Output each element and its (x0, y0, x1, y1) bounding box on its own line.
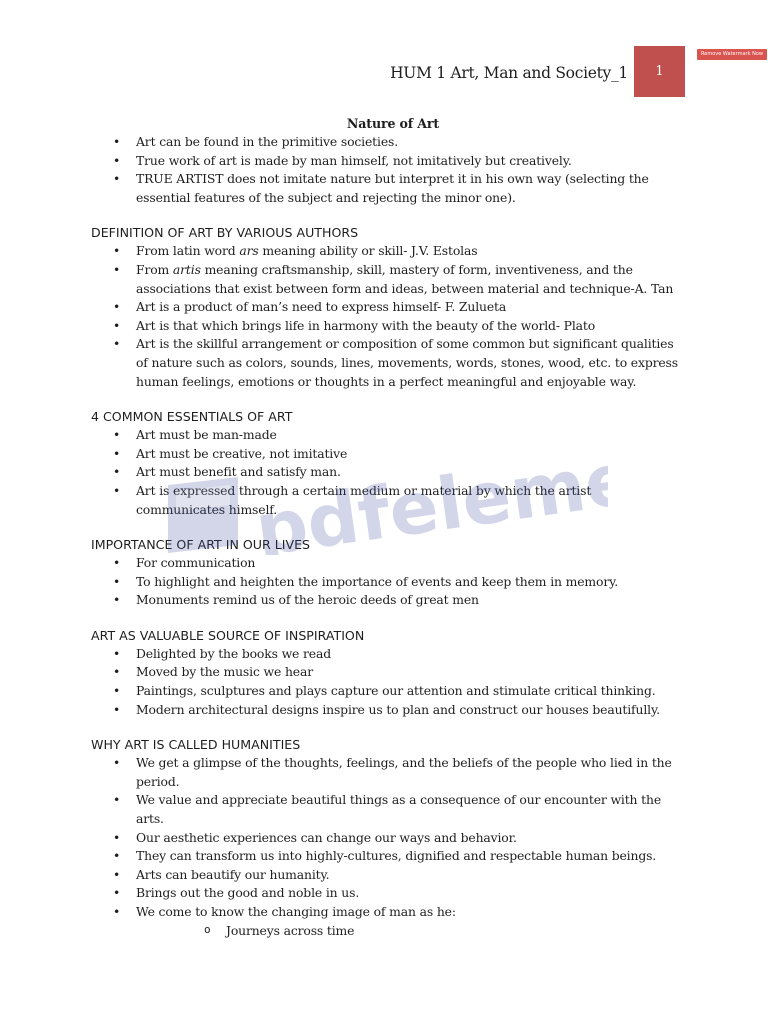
list-item-text: Art is expressed through a certain medium or material by which the artist communicates himself. (136, 482, 592, 517)
list-item-text: Moved by the music we hear (136, 664, 313, 680)
list-item: • True work of art is made by man himself, not imitatively but creatively. (91, 152, 681, 171)
list-item-text: Art must be man-made (136, 427, 277, 443)
list-item-text: Art must benefit and satisfy man. (136, 464, 341, 480)
list-item (91, 682, 681, 701)
list-item (91, 335, 681, 391)
list-item-text: We value and appreciate beautiful things as a consequence of our encounter with the arts. (136, 792, 662, 827)
section-list (91, 554, 681, 610)
list-item-text: Monuments remind us of the heroic deeds of great men (136, 592, 479, 608)
header-title: HUM 1 Art, Man and Society_1 (390, 64, 628, 82)
watermark-text: pdfelement (250, 445, 608, 555)
list-item (91, 663, 681, 682)
list-item-text: Art is the skillful arrangement or composition of some common but significant qualities of nature such as colors, sounds, lines, movements, words, stones, wood, etc. to express human feelings, emotions or thoughts in a perfect meaningful and enjoyable way. (136, 336, 678, 389)
sub-list (136, 922, 681, 941)
page-number-badge (634, 46, 685, 97)
list-item (91, 445, 681, 464)
list-item-text: Delighted by the books we read (136, 645, 331, 661)
list-item-text: Art is that which brings life in harmony with the beauty of the world- Plato (136, 317, 596, 333)
list-item-text-cont: meaning craftsmanship, skill, mastery of form, inventiveness, and the associations that exist between form and ideas, between material and technique-A. Tan (136, 261, 674, 296)
list-item-text: Brings out the good and noble in us. (136, 885, 360, 901)
list-item-text: For communication (136, 555, 256, 571)
list-item (91, 847, 681, 866)
section-heading: IMPORTANCE OF ART IN OUR LIVES (91, 537, 311, 553)
list-item: • Art can be found in the primitive societies. (91, 133, 681, 152)
list-item (91, 426, 681, 445)
list-item (91, 791, 681, 828)
list-item (91, 903, 681, 940)
latin-term: artis (172, 261, 201, 277)
list-item-text: Art must be creative, not imitative (136, 445, 348, 461)
list-item (91, 463, 681, 482)
list-item (91, 298, 681, 317)
list-item (91, 317, 681, 336)
list-item (91, 591, 681, 610)
list-item-text: Art is a product of man’s need to express himself- F. Zulueta (136, 299, 507, 315)
list-item (91, 754, 681, 791)
list-item-text: We come to know the changing image of man as he: (136, 904, 456, 919)
section-list (91, 645, 681, 719)
remove-watermark-button[interactable]: Remove Watermark Now (697, 49, 767, 60)
list-item (91, 829, 681, 848)
list-item-text: Modern architectural designs inspire us to plan and construct our houses beautifully. (136, 701, 660, 717)
list-item-text: We get a glimpse of the thoughts, feelings, and the beliefs of the people who lied in the period. (136, 755, 672, 789)
list-item-text: From latin word (136, 243, 240, 259)
section-list (91, 242, 681, 391)
list-item: • TRUE ARTIST does not imitate nature but interpret it in his own way (selecting the essential features of the subject and rejecting the minor one). (91, 170, 681, 207)
list-item-text: To highlight and heighten the importance of events and keep them in memory. (136, 573, 619, 589)
document-title: Nature of Art (346, 116, 440, 131)
page-number: 1 (655, 64, 664, 79)
list-item-text: From (136, 261, 173, 277)
sections (91, 223, 681, 940)
document-body (91, 115, 681, 940)
list-item-text: Our aesthetic experiences can change our ways and behavior. (136, 829, 517, 845)
list-item (91, 573, 681, 592)
sub-list-item: o Journeys across time (136, 922, 681, 941)
list-item (91, 554, 681, 573)
list-item (91, 242, 681, 261)
section-heading: WHY ART IS CALLED HUMANITIES (91, 737, 301, 753)
list-item-text: Arts can beautify our humanity. (136, 866, 330, 882)
latin-term: ars (239, 243, 259, 259)
section-heading: 4 COMMON ESSENTIALS OF ART (91, 409, 293, 425)
section-heading: ART AS VALUABLE SOURCE OF INSPIRATION (91, 627, 365, 643)
list-item-text-cont: meaning ability or skill- J.V. Estolas (258, 243, 478, 259)
intro-list (91, 133, 681, 207)
section-list (91, 426, 681, 519)
list-item (91, 884, 681, 903)
section-list (91, 754, 681, 940)
list-item (91, 482, 681, 519)
list-item (91, 866, 681, 885)
list-item (91, 645, 681, 664)
list-item-text: They can transform us into highly-cultures, dignified and respectable human beings. (136, 848, 657, 864)
list-item (91, 261, 681, 298)
list-item (91, 701, 681, 720)
list-item-text: Paintings, sculptures and plays capture our attention and stimulate critical thinking. (136, 683, 656, 699)
section-heading: DEFINITION OF ART BY VARIOUS AUTHORS (91, 225, 359, 241)
